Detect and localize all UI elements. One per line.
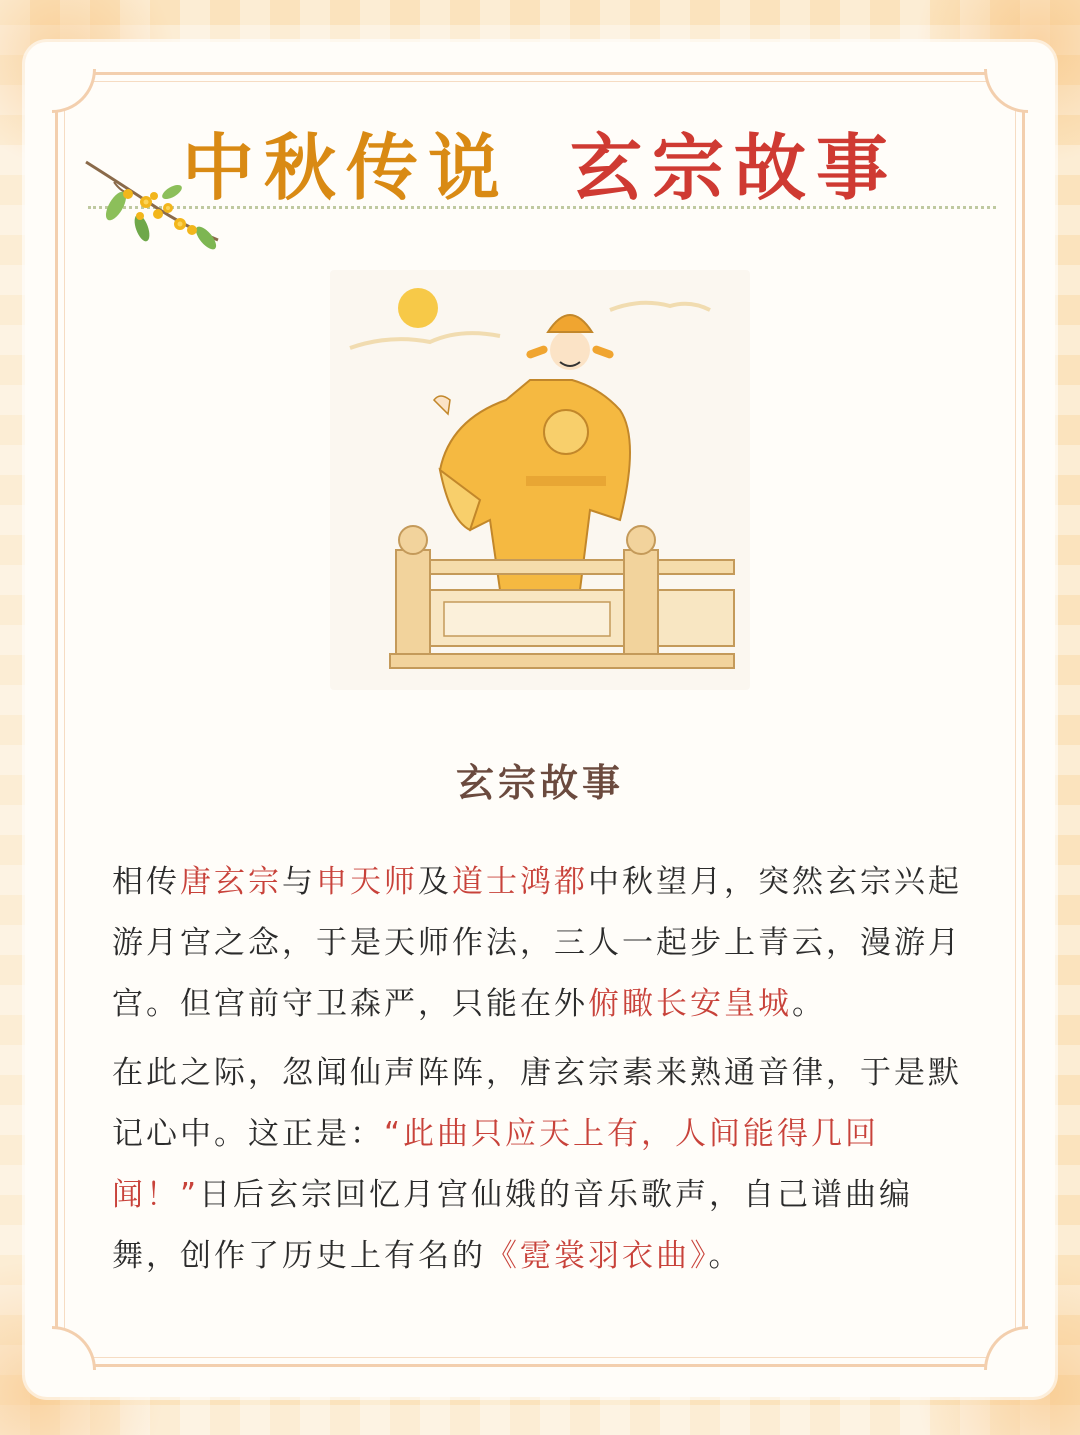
dotted-divider bbox=[88, 206, 996, 209]
emperor-on-balcony-image bbox=[330, 270, 750, 690]
section-heading: 玄宗故事 bbox=[438, 748, 642, 811]
story-paragraph-2: 在此之际，忽闻仙声阵阵，唐玄宗素来熟通音律，于是默记心中。这正是：“此曲只应天上有，人间能得几回闻！”日后玄宗回忆月宫仙娥的音乐歌声，自己谱曲编舞，创作了历史上有名的《霓裳羽衣曲》。 bbox=[112, 1055, 962, 1274]
title-part-1: 中秋传说 bbox=[181, 126, 510, 210]
title-part-2: 玄宗故事 bbox=[570, 126, 899, 210]
story-paragraph-1: 相传唐玄宗与申天师及道士鸿都中秋望月，突然玄宗兴起游月宫之念，于是天师作法，三人一起步上青云，漫游月宫。但宫前守卫森严，只能在外俯瞰长安皇城。 bbox=[112, 864, 962, 1022]
osmanthus-branch-icon bbox=[84, 156, 224, 256]
emperor-illustration bbox=[330, 270, 750, 690]
